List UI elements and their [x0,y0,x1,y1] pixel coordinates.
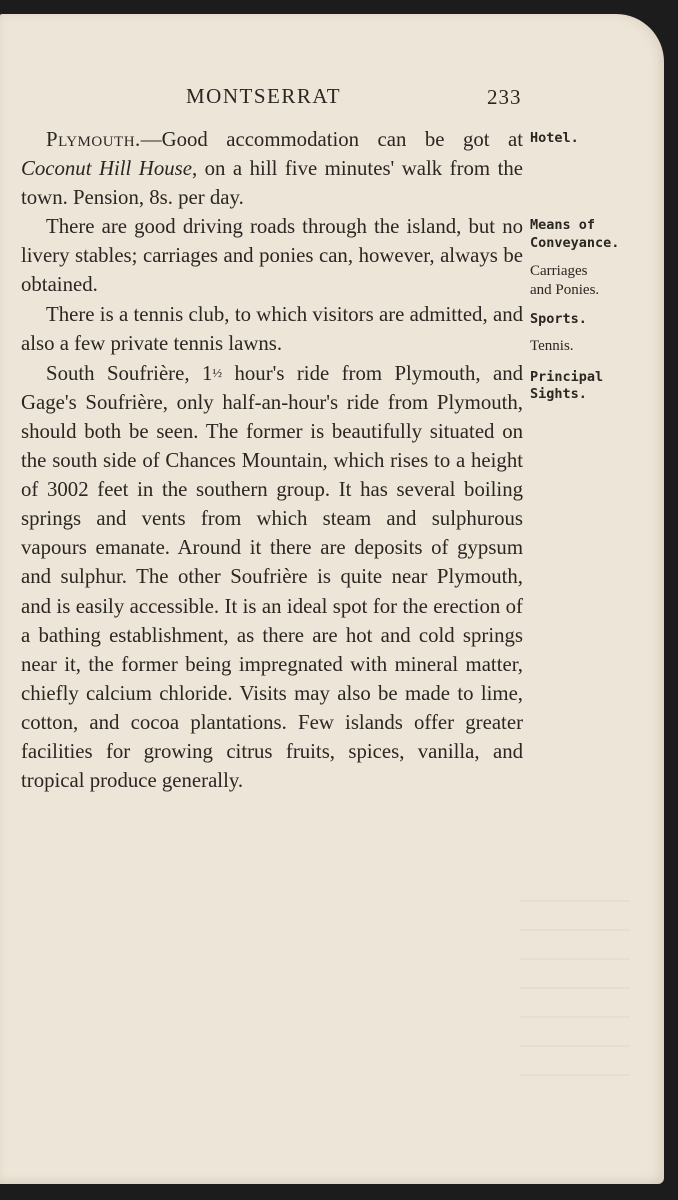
margin-note-tennis: Tennis. [530,338,574,354]
running-head: MONTSERRAT [186,84,342,108]
fraction-half: ½ [212,364,223,380]
margin-note-carriages: Carriages [530,263,588,279]
margin-note-sights: Sights. [530,386,587,402]
italic-house-name: Coconut Hill House [21,157,192,181]
page-number: 233 [487,85,522,109]
paragraph-text: hour's ride from Plymouth, and Gage's Soufrière, only half-an-hour's ride from Plymouth, should both be seen. The former is beautifully situated on the south side of Chances Mountain, which rises to a height of 3002 feet in the southern group. It has several boiling springs and vents from which steam and sulphurous vapours emanate. Around it there are deposits of gypsum and sulphur. The other Soufrière is quite near Plymouth, and is easily accessible. It is an ideal spot for the erection of a bathing establishment, as there are hot and cold springs near it, the former being impregnated with mineral matter, chiefly calcium chloride. Visits may also be made to lime, cotton, and cocoa plantations. Few islands offer greater facilities for growing citrus fruits, spices, vanilla, and tropical produce generally. [21,361,523,793]
paragraph-text: South Soufrière, 1 [46,361,213,385]
paragraph-text: —Good accommodation can be got at [140,128,523,151]
paragraph-text: , on a hill five minutes' walk from the town. Pension, 8s. per day. [21,157,523,210]
margin-note-conveyance: Conveyance. [530,235,620,251]
paragraph-conveyance: There are good driving roads through the island, but no livery stables; carriages and ponies can, however, always be obtained. [21,215,523,297]
paragraph-sports: There is a tennis club, to which visitors are admitted, and also a few private tennis lawns. [21,302,523,355]
margin-note-sports: Sports. [530,311,587,327]
margin-note-means-of: Means of [530,217,596,233]
paragraph-lead: Plymouth. [46,128,141,151]
margin-note-hotel: Hotel. [530,130,579,146]
margin-note-principal: Principal [530,369,604,385]
margin-note-and-ponies: and Ponies. [530,282,600,298]
